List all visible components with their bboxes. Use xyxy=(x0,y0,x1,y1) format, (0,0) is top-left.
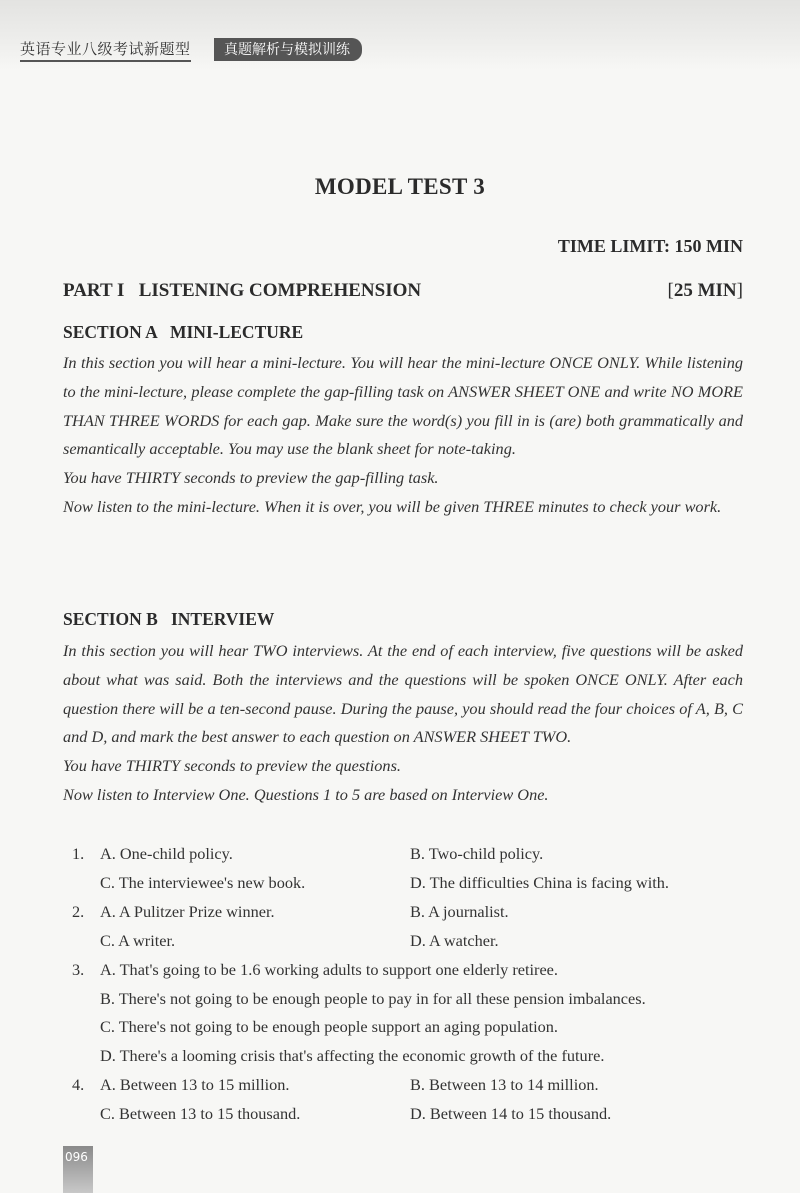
option-c: C. Between 13 to 15 thousand. xyxy=(100,1104,301,1123)
option-b: B. A journalist. xyxy=(410,902,509,921)
option-d: D. The difficulties China is facing with. xyxy=(410,873,669,892)
option-c: C. A writer. xyxy=(100,931,176,950)
option-c: C. There's not going to be enough people support an aging population. xyxy=(100,1017,558,1036)
section-a-paragraph: You have THIRTY seconds to preview the gap-filling task. xyxy=(63,468,439,488)
series-subtitle-badge: 真题解析与模拟训练 xyxy=(214,38,362,61)
option-a: A. Between 13 to 15 million. xyxy=(100,1075,290,1094)
running-header xyxy=(0,0,800,70)
part-duration: [25 MIN] xyxy=(667,280,743,301)
option-b: B. Between 13 to 14 million. xyxy=(410,1075,599,1094)
part-label: PART I LISTENING COMPREHENSION xyxy=(63,280,422,301)
option-a: A. A Pulitzer Prize winner. xyxy=(100,902,275,921)
time-limit: TIME LIMIT: 150 MIN xyxy=(557,236,743,256)
option-c: C. The interviewee's new book. xyxy=(100,873,306,892)
page-title: MODEL TEST 3 xyxy=(314,174,486,199)
section-a-paragraph: Now listen to the mini-lecture. When it is over, you will be given THREE minutes to check your work. xyxy=(63,496,722,516)
option-a: A. That's going to be 1.6 working adults to support one elderly retiree. xyxy=(100,960,558,979)
section-b-paragraph: You have THIRTY seconds to preview the questions. xyxy=(63,756,401,776)
option-d: D. A watcher. xyxy=(410,931,499,950)
series-title: 英语专业八级考试新题型 xyxy=(20,38,191,62)
option-b: B. There's not going to be enough people to pay in for all these pension imbalances. xyxy=(100,989,646,1008)
section-a-heading: SECTION A MINI-LECTURE xyxy=(63,322,304,342)
section-b-heading: SECTION B INTERVIEW xyxy=(63,609,275,629)
question-number: 4. xyxy=(72,1075,85,1094)
part-heading xyxy=(63,280,743,302)
question-number: 2. xyxy=(72,902,85,921)
question-number: 1. xyxy=(72,844,85,863)
section-a-instructions xyxy=(63,349,743,522)
section-a-paragraph: In this section you will hear a mini-lecture. You will hear the mini-lecture ONCE ONLY. While listening to the mini-lecture, please complete the gap-filling task on ANSWER SHEET ONE and write NO MORE THAN THREE WORDS for each gap. Make sure the word(s) you fill in is (are) both grammatically and semantically acceptable. You may use the blank sheet for note-taking. xyxy=(63,353,743,459)
question-number: 3. xyxy=(72,960,85,979)
option-d: D. There's a looming crisis that's affecting the economic growth of the future. xyxy=(100,1046,605,1065)
option-a: A. One-child policy. xyxy=(100,844,233,863)
page-number: 096 xyxy=(65,1150,88,1164)
section-b-paragraph: In this section you will hear TWO interviews. At the end of each interview, five questions will be asked about what was said. Both the interviews and the questions will be spoken ONCE ONLY. After each question there will be a ten-second pause. During the pause, you should read the four choices of A, B, C and D, and mark the best answer to each question on ANSWER SHEET TWO. xyxy=(63,641,743,747)
page-number-tab xyxy=(63,1146,93,1193)
section-b-instructions xyxy=(63,637,743,810)
option-b: B. Two-child policy. xyxy=(410,844,544,863)
section-b-paragraph: Now listen to Interview One. Questions 1 to 5 are based on Interview One. xyxy=(63,784,549,804)
option-d: D. Between 14 to 15 thousand. xyxy=(410,1104,612,1123)
